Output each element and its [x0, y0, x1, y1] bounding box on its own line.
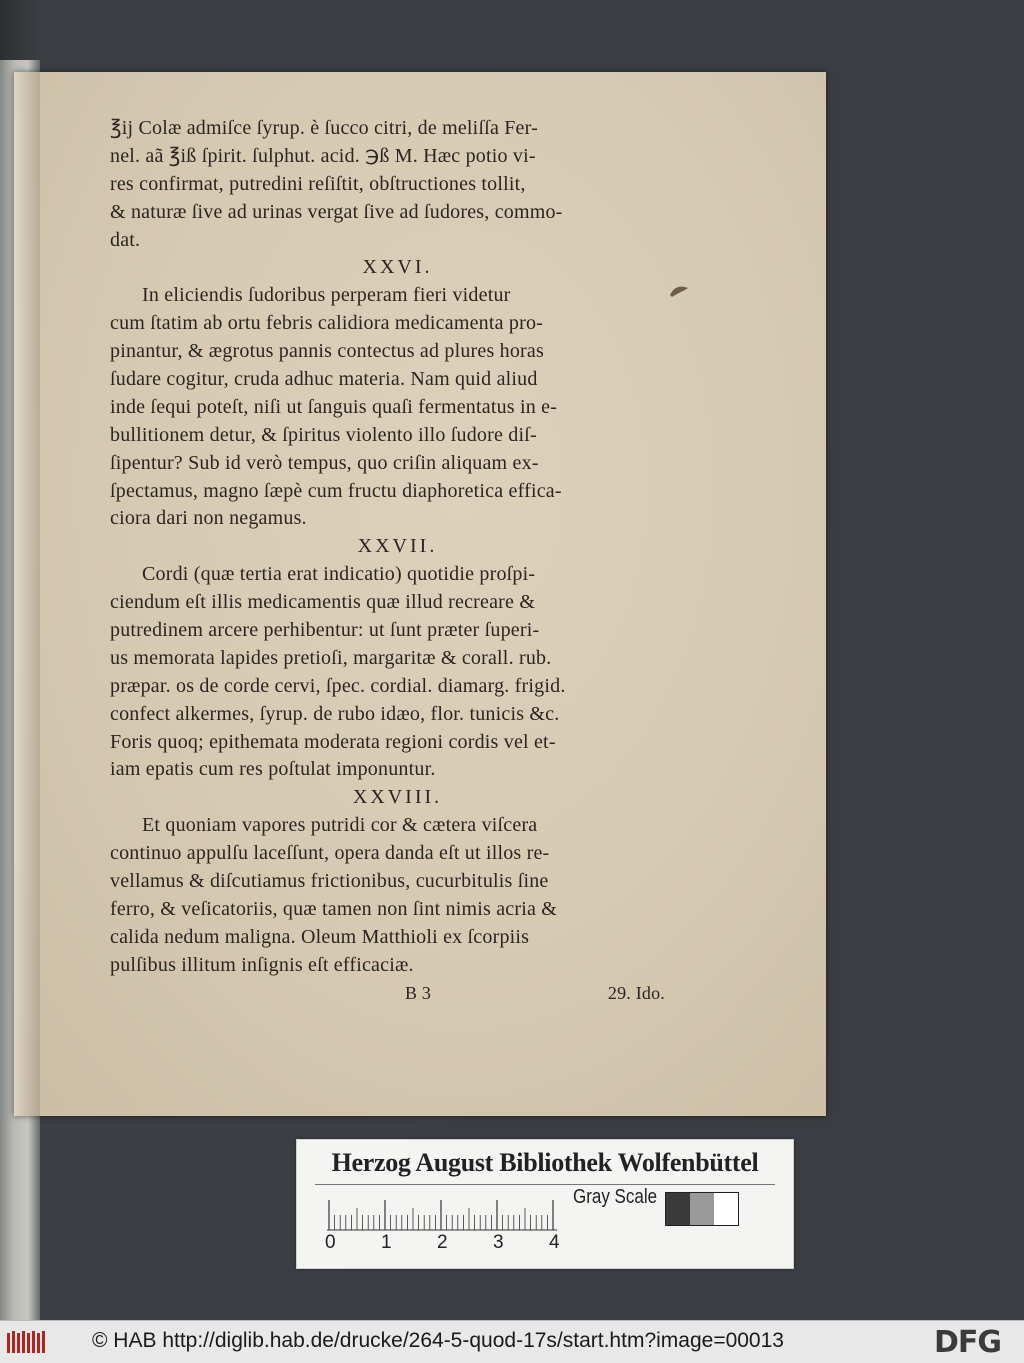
- gray-swatch: [690, 1193, 714, 1225]
- text-line: putredinem arcere perhibentur: ut ſunt præter ſuperi-: [110, 619, 540, 642]
- text-line: cum ſtatim ab ortu febris calidiora medicamenta pro-: [110, 312, 544, 335]
- text-line: pinantur, & ægrotus pannis contectus ad plures horas: [110, 340, 544, 363]
- catchword: 29. Ido.: [607, 982, 665, 1003]
- library-name: Herzog August Bibliothek Wolfenbüttel: [331, 1148, 759, 1177]
- text-line: In eliciendis ſudoribus perperam fieri videtur: [142, 284, 511, 307]
- text-line: us memorata lapides pretioſi, margaritæ & corall. rub.: [110, 646, 552, 669]
- gray-swatch: [666, 1193, 690, 1225]
- page-text: [110, 115, 665, 1008]
- text-line: bullitionem detur, & ſpiritus violento illo ſudore diſ-: [110, 423, 537, 446]
- text-line: ſudare cogitur, cruda adhuc materia. Nam quid aliud: [110, 368, 538, 391]
- text-line: vellamus & diſcutiamus frictionibus, cucurbitulis ſine: [110, 870, 549, 893]
- gray-scale-swatches: [665, 1192, 739, 1226]
- signature-mark: B 3: [405, 982, 432, 1003]
- text-line: ſpectamus, magno ſæpè cum fructu diaphoretica effica-: [110, 479, 562, 502]
- text-line: confect alkermes, ſyrup. de rubo idæo, flor. tunicis &c.: [110, 702, 560, 725]
- text-line: iam epatis cum res poſtulat imponuntur.: [110, 758, 436, 781]
- gray-scale-label: Gray Scale: [573, 1186, 658, 1208]
- text-line: res confirmat, putredini reſiſtit, obſtructiones tollit,: [110, 172, 526, 195]
- section-heading: XXVI.: [362, 256, 433, 279]
- text-line: nel. aã ℥iß ſpirit. ſulphut. acid. ℈ß M. Hæc potio vi-: [110, 144, 536, 167]
- ruler-label: 3: [493, 1232, 504, 1253]
- gray-swatch: [714, 1193, 738, 1225]
- text-line: ciora dari non negamus.: [110, 507, 307, 530]
- library-reference-card: [296, 1139, 794, 1269]
- text-line: ciendum eſt illis medicamentis quæ illud recreare &: [110, 591, 536, 614]
- section-heading: XXVIII.: [352, 786, 443, 809]
- ruler-label: 2: [437, 1232, 448, 1253]
- text-line: ſipentur? Sub id verò tempus, quo criſin aliquam ex-: [110, 451, 539, 474]
- text-line: ferro, & veſicatoriis, quæ tamen non ſint nimis acria &: [110, 897, 558, 920]
- text-line: Et quoniam vapores putridi cor & cætera viſcera: [142, 814, 538, 837]
- ruler-label: 1: [381, 1232, 392, 1253]
- text-line: Foris quoq; epithemata moderata regioni cordis vel et-: [110, 730, 556, 753]
- text-line: ℥ij Colæ admiſce ſyrup. è ſucco citri, de meliſſa Fer-: [110, 117, 538, 139]
- ruler-label: 4: [549, 1232, 560, 1253]
- text-line: præpar. os de corde cervi, ſpec. cordial. diamarg. frigid.: [110, 674, 566, 697]
- copyright-url[interactable]: © HAB http://diglib.hab.de/drucke/264-5-quod-17s/start.htm?image=00013: [92, 1329, 784, 1352]
- scale-ruler: [327, 1198, 557, 1232]
- hab-logo-icon: [6, 1329, 46, 1355]
- card-divider: [315, 1184, 775, 1185]
- text-line: calida nedum maligna. Oleum Matthioli ex ſcorpiis: [110, 925, 530, 948]
- ruler-label: 0: [325, 1232, 336, 1253]
- page-footer-line: [110, 980, 665, 1008]
- margin-ink-mark: [668, 283, 692, 299]
- dfg-logo: DFG: [934, 1325, 1002, 1360]
- text-line: inde ſequi poteſt, niſi ut ſanguis quaſi fermentatus in e-: [110, 395, 558, 418]
- section-heading: XXVII.: [357, 535, 438, 558]
- text-line: Cordi (quæ tertia erat indicatio) quotidie proſpi-: [142, 563, 536, 586]
- text-line: dat.: [110, 228, 141, 251]
- text-line: continuo appulſu laceſſunt, opera danda eſt ut illos re-: [110, 842, 550, 865]
- viewer-footer: [0, 1320, 1024, 1363]
- page-gutter-shadow: [14, 72, 40, 1116]
- text-line: & naturæ ſive ad urinas vergat ſive ad ſudores, commo-: [110, 200, 563, 223]
- ruler-labels: [323, 1232, 583, 1256]
- text-line: pulſibus illitum inſignis eſt efficaciæ.: [110, 953, 414, 976]
